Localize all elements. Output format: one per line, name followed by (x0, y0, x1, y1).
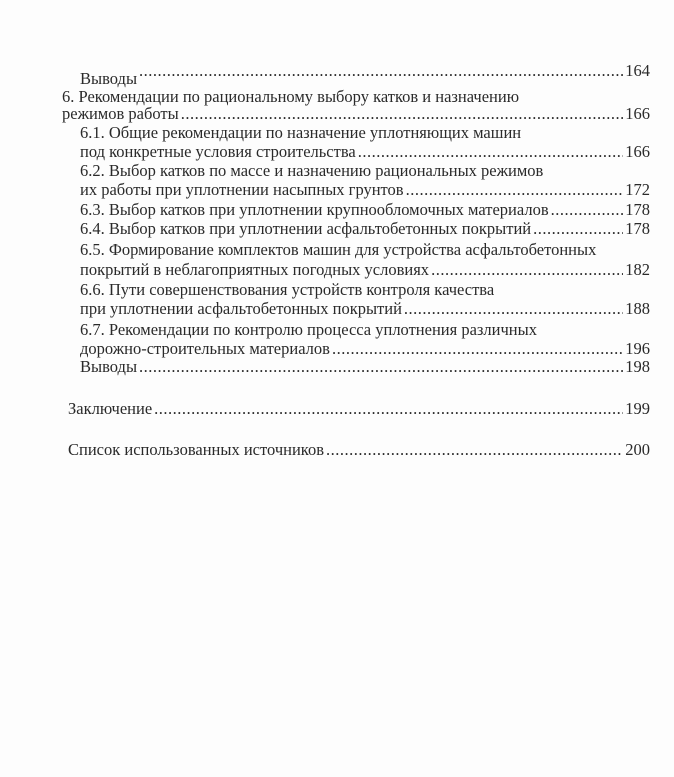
page-number: 178 (625, 219, 650, 238)
page-number: 166 (625, 142, 650, 161)
toc-entry-title: Выводы (80, 357, 138, 376)
page-number: 172 (625, 180, 650, 199)
dot-leader (431, 261, 623, 279)
dot-leader (533, 220, 623, 238)
toc-entry-title: 6. Рекомендации по рациональному выбору катков и назначению (62, 87, 520, 106)
dot-leader (406, 181, 624, 199)
toc-entry (80, 358, 650, 376)
toc-entry-title: 6.5. Формирование комплектов машин для устройства асфальтобетонных (80, 240, 597, 259)
dot-leader (551, 201, 624, 219)
page-number: 196 (625, 339, 650, 358)
toc-entry-title-cont: под конкретные условия строительства (80, 142, 356, 161)
toc-entry (80, 261, 650, 279)
toc-entry (80, 340, 650, 358)
toc-entry-title: 6.2. Выбор катков по массе и назначению рациональных режимов (80, 161, 544, 180)
toc-entry (68, 400, 650, 418)
toc-entry-title: 6.4. Выбор катков при уплотнении асфальтобетонных покрытий (80, 219, 532, 238)
dot-leader (358, 143, 624, 161)
toc-entry-title: 6.1. Общие рекомендации по назначение уплотняющих машин (80, 123, 522, 142)
page-number: 199 (625, 399, 650, 418)
page-number: 164 (625, 61, 650, 80)
toc-entry-title-cont: дорожно-строительных материалов (80, 339, 330, 358)
toc-entry-title: 6.7. Рекомендации по контролю процесса уплотнения различных (80, 320, 537, 339)
dot-leader (154, 400, 623, 418)
dot-leader (404, 300, 623, 318)
toc-entry (68, 441, 650, 459)
page-number: 200 (625, 440, 650, 459)
toc-entry (80, 181, 650, 199)
toc-entry-title: Выводы (80, 69, 138, 88)
dot-leader (139, 62, 623, 80)
toc-entry (80, 220, 650, 238)
dot-leader (181, 105, 624, 123)
dot-leader (326, 441, 623, 459)
toc-entry (80, 143, 650, 161)
page-number: 182 (625, 260, 650, 279)
page-number: 188 (625, 299, 650, 318)
page-number: 166 (625, 104, 650, 123)
toc-entry-title-cont: покрытий в неблагоприятных погодных условиях (80, 260, 430, 279)
dot-leader (332, 340, 623, 358)
toc-entry-title-cont: при уплотнении асфальтобетонных покрытий (80, 299, 402, 318)
toc-entry-title: Список использованных источников (68, 440, 324, 459)
toc-entry (80, 201, 650, 219)
toc-entry-title: Заключение (68, 399, 153, 418)
toc-entry-title-cont: режимов работы (62, 104, 179, 123)
toc-entry (62, 105, 650, 123)
dot-leader (139, 358, 623, 376)
toc-entry (80, 300, 650, 318)
page-number: 178 (625, 200, 650, 219)
toc-entry-title: 6.6. Пути совершенствования устройств контроля качества (80, 280, 495, 299)
page-number: 198 (625, 357, 650, 376)
toc-entry-title-cont: их работы при уплотнении насыпных грунтов (80, 180, 404, 199)
toc-entry-title: 6.3. Выбор катков при уплотнении крупнообломочных материалов (80, 200, 549, 219)
toc-entry (80, 61, 650, 88)
